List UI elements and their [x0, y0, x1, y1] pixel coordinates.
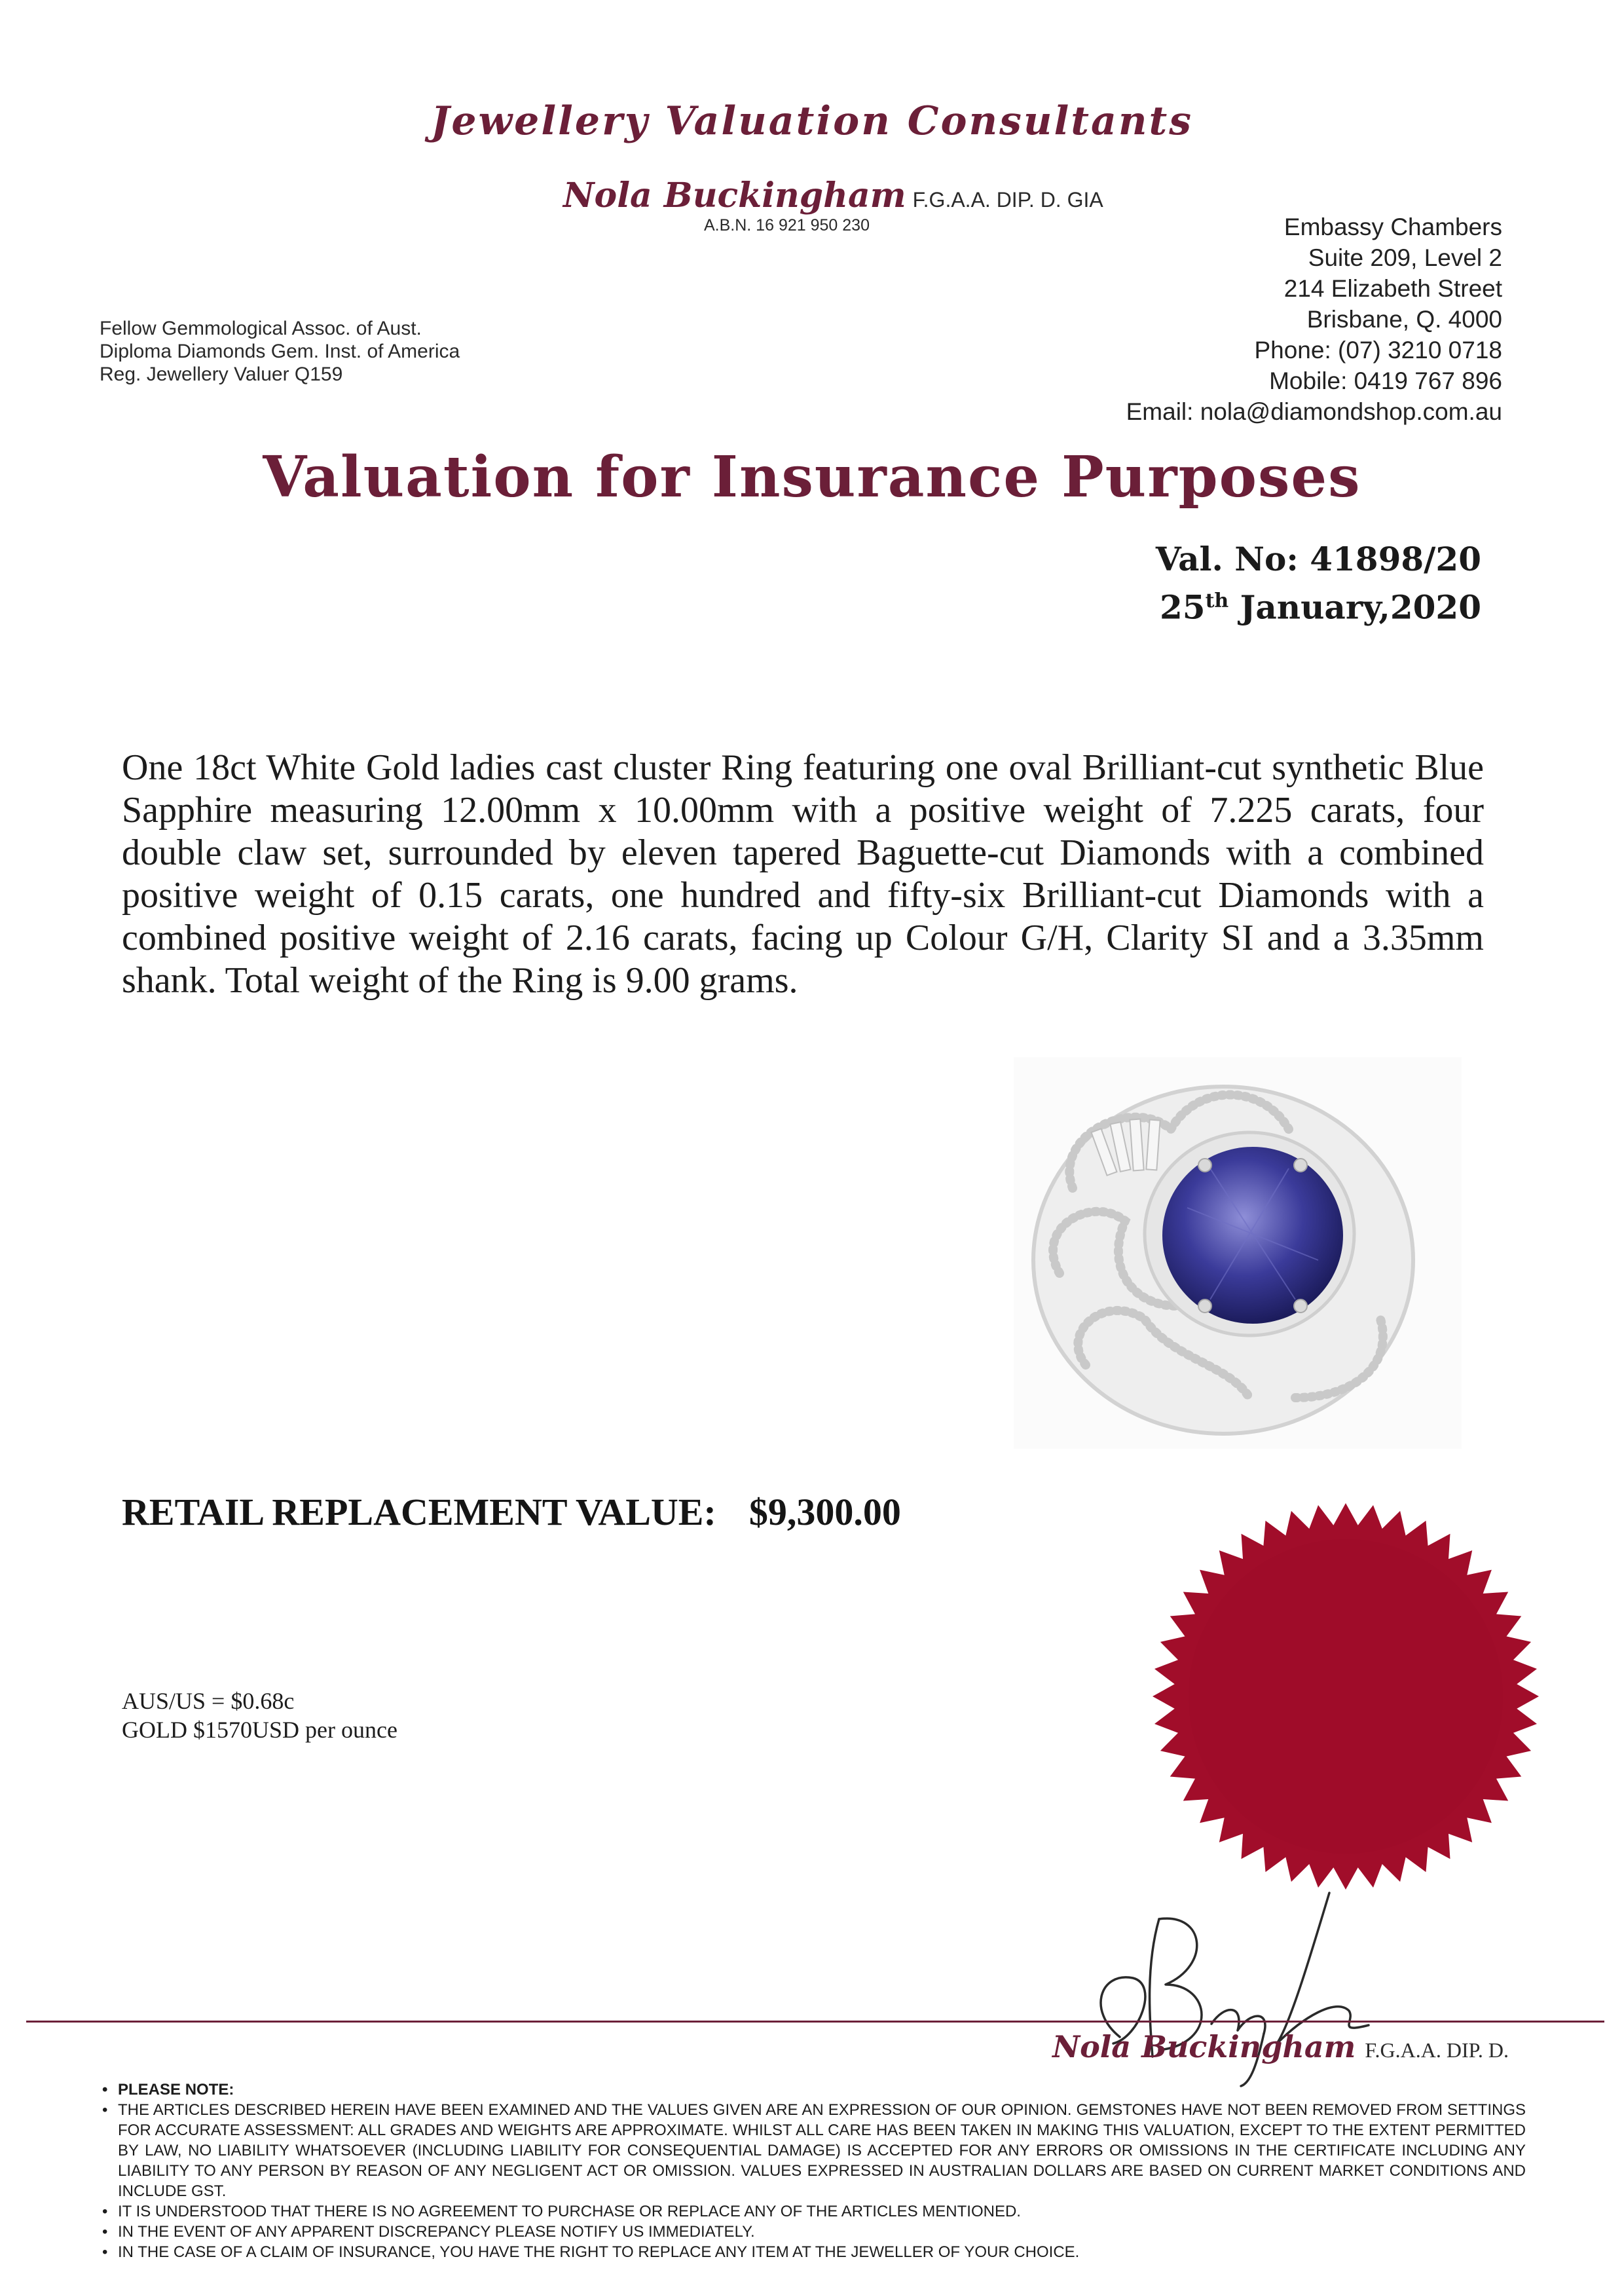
notes-heading: • PLEASE NOTE:	[98, 2080, 1526, 2100]
signatory-quals: F.G.A.A. DIP. D.	[1365, 2038, 1509, 2062]
phone: Phone: (07) 3210 0718	[1254, 337, 1502, 364]
valuer-quals: F.G.A.A. DIP. D. GIA	[912, 188, 1103, 212]
address-block	[1126, 212, 1502, 427]
date-suffix: th	[1205, 589, 1229, 612]
retail-value-amount: $9,300.00	[748, 1491, 901, 1533]
gold-price: GOLD $1570USD per ounce	[122, 1717, 397, 1743]
valuation-date	[1156, 580, 1481, 629]
valuation-number: Val. No: 41898/20	[1155, 540, 1481, 578]
address-line: Brisbane, Q. 4000	[1306, 306, 1502, 333]
email: Email: nola@diamondshop.com.au	[1126, 398, 1502, 425]
ring-illustration	[1014, 1057, 1462, 1449]
retail-value-label: RETAIL REPLACEMENT VALUE:	[122, 1491, 716, 1533]
currency-rate: AUS/US = $0.68c	[122, 1688, 295, 1714]
sapphire-ring-photo	[1014, 1057, 1462, 1449]
signature-rule	[26, 2021, 1604, 2023]
note-item: • IN THE CASE OF A CLAIM OF INSURANCE, YOU HAVE THE RIGHT TO REPLACE ANY ITEM AT THE JEWELLER OF YOUR CHOICE.	[98, 2242, 1526, 2262]
mobile: Mobile: 0419 767 896	[1269, 367, 1502, 394]
abn: A.B.N. 16 921 950 230	[704, 216, 870, 234]
retail-replacement-value	[122, 1490, 901, 1534]
note-item: • IN THE EVENT OF ANY APPARENT DISCREPANCY PLEASE NOTIFY US IMMEDIATELY.	[98, 2222, 1526, 2242]
red-wax-seal-icon	[1149, 1500, 1542, 1893]
valuer-heading	[563, 176, 1103, 215]
address-line: 214 Elizabeth Street	[1283, 275, 1502, 302]
document-title: Valuation for Insurance Purposes	[263, 444, 1361, 510]
signatory-name: Nola Buckingham	[1052, 2029, 1356, 2064]
date-day: 25	[1159, 588, 1206, 627]
credential-line: Fellow Gemmological Assoc. of Aust.	[100, 318, 422, 339]
date-rest: January,2020	[1240, 588, 1481, 627]
item-description: One 18ct White Gold ladies cast cluster Ring featuring one oval Brilliant-cut synthetic Blue Sapphire measuring 12.00mm x 10.00mm with a positive weight of 7.225 carats, four double claw set, surrounded by eleven tapered Baguette-cut Diamonds with a combined positive weight of 0.15 carats, one hundred and fifty-six Brilliant-cut Diamonds with a combined positive weight of 2.16 carats, facing up Colour G/H, Clarity SI and a 3.35mm shank. Total weight of the Ring is 9.00 grams.	[122, 747, 1484, 1001]
address-line: Embassy Chambers	[1283, 214, 1502, 240]
credential-line: Reg. Jewellery Valuer Q159	[100, 364, 343, 385]
disclaimer-notes	[98, 2080, 1526, 2262]
credential-line: Diploma Diamonds Gem. Inst. of America	[100, 341, 460, 362]
exchange-rates	[122, 1687, 397, 1744]
firm-name: Jewellery Valuation Consultants	[430, 98, 1194, 144]
valuer-name: Nola Buckingham	[563, 176, 906, 215]
address-line: Suite 209, Level 2	[1308, 244, 1502, 271]
seal-graphic	[1149, 1500, 1542, 1893]
valuation-reference	[1156, 538, 1481, 629]
note-item: • THE ARTICLES DESCRIBED HEREIN HAVE BEEN EXAMINED AND THE VALUES GIVEN ARE AN EXPRESSION OF OUR OPINION. GEMSTONES HAVE NOT BEEN REMOVED FROM SETTINGS FOR ACCURATE ASSESSMENT: ALL GRADES AND WEIGHTS ARE APPROXIMATE. WHILST ALL CARE HAS BEEN TAKEN IN MAKING THIS VALUATION, EXCEPT TO THE EXTENT PERMITTED BY LAW, NO LIABILITY WHATSOEVER (INCLUDING LIABILITY FOR CONSEQUENTIAL DAMAGE) IS ACCEPTED FOR ANY ERRORS OR OMISSIONS IN THE CERTIFICATE INCLUDING ANY LIABILITY TO ANY PERSON BY REASON OF ANY NEGLIGENT ACT OR OMISSION. VALUES EXPRESSED IN AUSTRALIAN DOLLARS ARE BASED ON CURRENT MARKET CONDITIONS AND INCLUDE GST.	[98, 2100, 1526, 2201]
signatory	[1052, 2029, 1509, 2064]
note-item: • IT IS UNDERSTOOD THAT THERE IS NO AGREEMENT TO PURCHASE OR REPLACE ANY OF THE ARTICLES MENTIONED.	[98, 2201, 1526, 2222]
credentials	[100, 317, 460, 386]
